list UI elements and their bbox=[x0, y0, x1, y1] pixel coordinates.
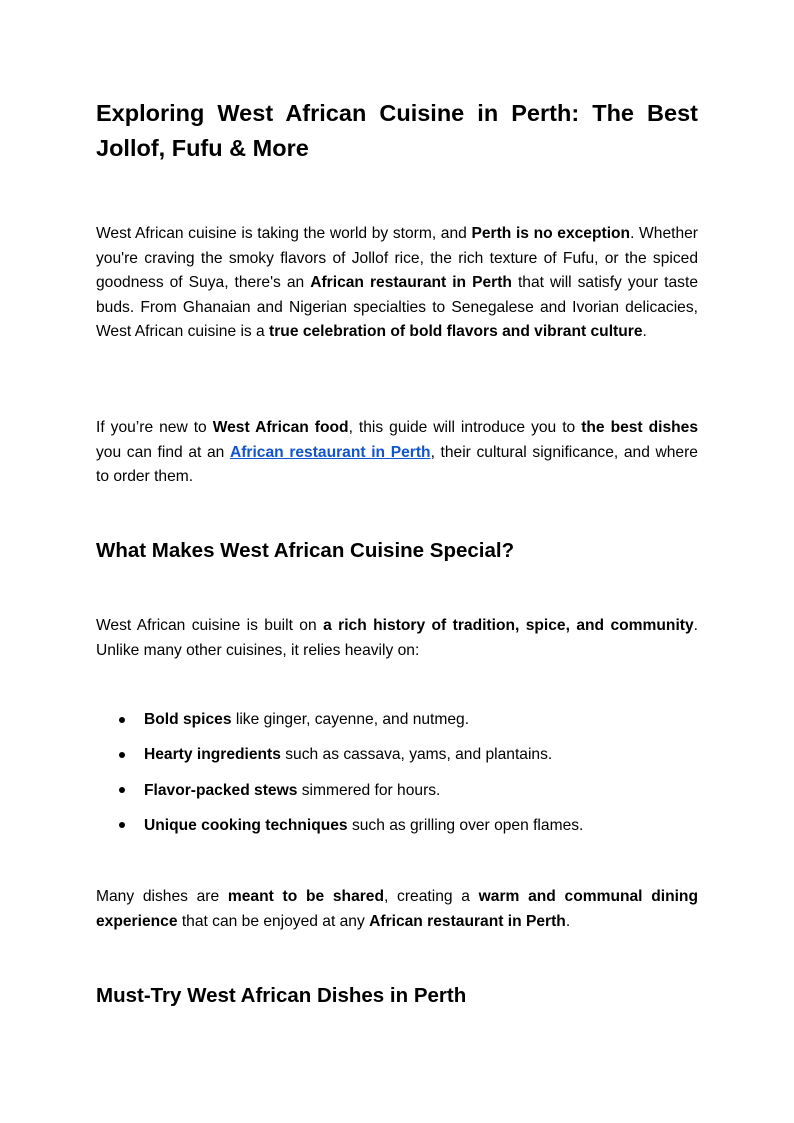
list-item: Flavor-packed stews simmered for hours. bbox=[96, 779, 698, 814]
bullet-icon bbox=[119, 752, 125, 758]
page-title: Exploring West African Cuisine in Perth: The Best Jollof, Fufu & More bbox=[96, 100, 698, 161]
african-restaurant-link[interactable]: African restaurant in Perth bbox=[229, 443, 431, 461]
bullet-icon bbox=[119, 822, 125, 828]
shared-dishes-paragraph: Many dishes are meant to be shared, creating a warm and communal dining experience that can be enjoyed at any African restaurant in Perth. bbox=[96, 888, 698, 930]
section-heading-must-try: Must-Try West African Dishes in Perth bbox=[96, 984, 467, 1007]
list-item: Hearty ingredients such as cassava, yams, and plantains. bbox=[96, 743, 698, 778]
list-item: Unique cooking techniques such as grilling over open flames. bbox=[96, 814, 698, 849]
section-heading-special: What Makes West African Cuisine Special? bbox=[96, 539, 515, 562]
bullet-icon bbox=[119, 717, 125, 723]
bullet-icon bbox=[119, 787, 125, 793]
list-item: Bold spices like ginger, cayenne, and nutmeg. bbox=[96, 708, 698, 743]
intro-paragraph: West African cuisine is taking the world by storm, and Perth is no exception. Whether you're craving the smoky flavors of Jollof rice, the rich texture of Fufu, or the spiced goodness of Suya, there's an African restaurant in Perth that will satisfy your taste buds. From Ghanaian and Nigerian specialties to Senegalese and Ivorian delicacies, West African cuisine is a true celebration of bold flavors and vibrant culture. bbox=[96, 225, 698, 340]
guide-paragraph: If you’re new to West African food, this guide will introduce you to the best dishes you can find at an African restaurant in Perth, their cultural significance, and where to order them. bbox=[96, 419, 699, 485]
features-list bbox=[96, 708, 698, 849]
section-special-paragraph: West African cuisine is built on a rich history of tradition, spice, and community. Unlike many other cuisines, it relies heavily on: bbox=[96, 617, 698, 659]
